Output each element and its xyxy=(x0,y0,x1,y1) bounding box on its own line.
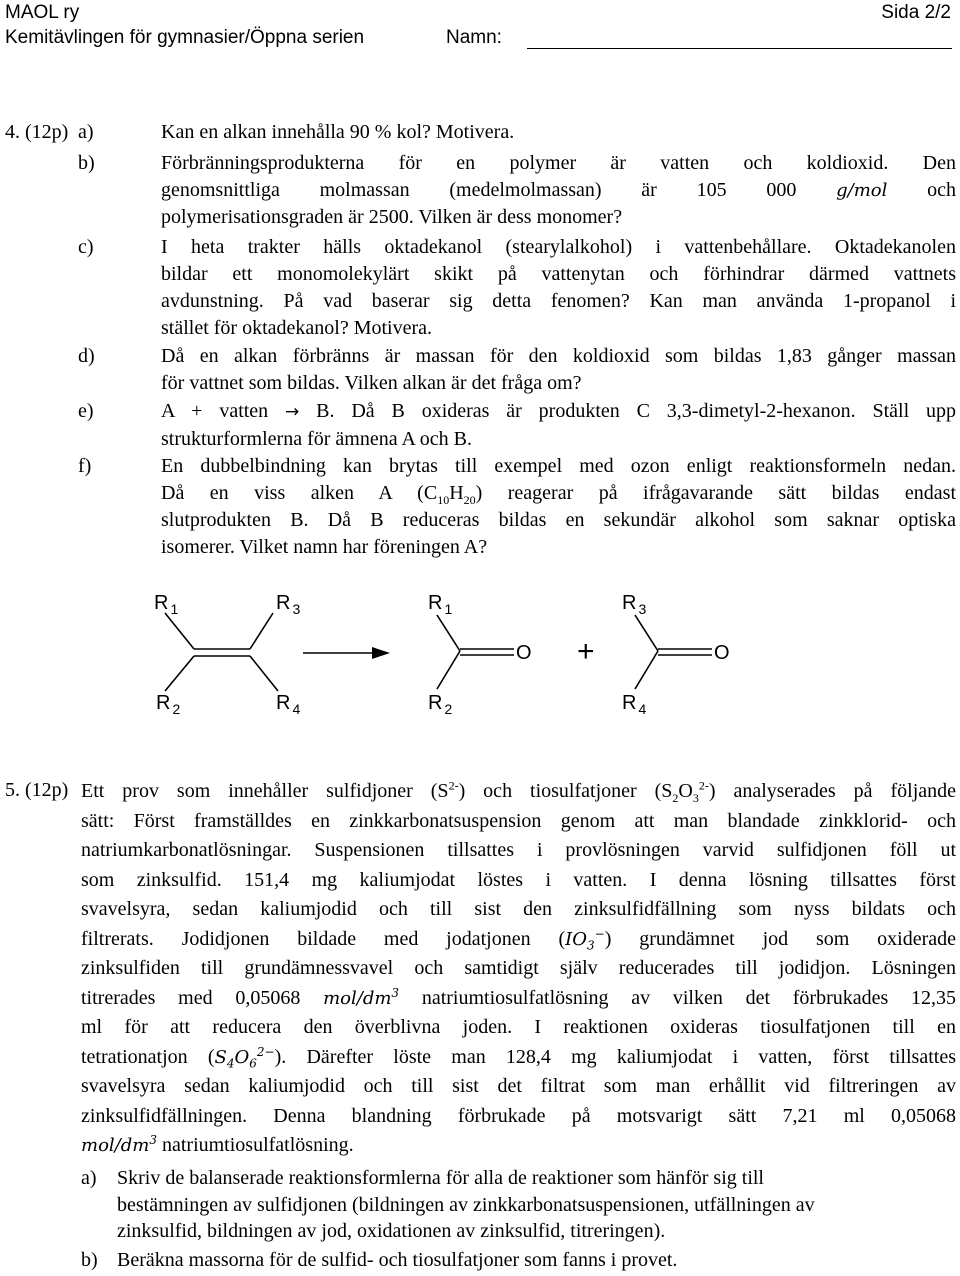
q5-task-a: Skriv de balanserade reaktionsformlerna för alla de reaktioner som hänför sig till bestämningen av sulfidjonen (bildningen av zinkkarbonatsuspensionen, utfällningen av zinksulfid, bildningen av jod, oxidationen av zinksulfid, titreringen). xyxy=(117,1167,815,1242)
q5-label-a: a) xyxy=(81,1167,97,1189)
q4-label-d: d) xyxy=(78,345,95,367)
bond-c1-r1 xyxy=(437,615,460,651)
q4-text-f: En dubbelbindning kan brytas till exempel med ozon enligt reaktionsformeln nedan. Då en viss alken A $(C_{10}H_{20})$ reagerar på ifrågavarande sätt bildas endast slutprodukten B. Då B reduceras bildas en sekundär alkohol som saknar optiska isomerer. Vilket namn har föreningen A? xyxy=(161,455,956,558)
svg-text:R1: R $_1$ xyxy=(154,592,179,617)
reaction-arrow-icon: → xyxy=(285,402,300,422)
bond-c1-r2 xyxy=(437,651,460,689)
svg-text:R3: R $_3$ xyxy=(276,592,301,617)
q4-text-d: Då en alkan förbränns är massan för den koldioxid som bildas 1,83 gånger massan för vattnet som bildas. Vilken alkan är det fråga om? xyxy=(161,345,956,394)
q5-task-b: Beräkna massorna för de sulfid- och tiosulfatjoner som fanns i provet. xyxy=(117,1249,678,1271)
ozonolysis-reaction-scheme xyxy=(150,585,770,725)
label-c1-r2: R xyxy=(428,692,443,714)
unit-mol-per-dm3: mol/$dm^3$ xyxy=(323,985,400,1009)
bond-c2-r3 xyxy=(635,615,658,651)
svg-text:R2: R $_2$ xyxy=(156,692,181,717)
q4-label-e: e) xyxy=(78,400,94,422)
bond-r1 xyxy=(165,613,194,649)
label-r2: R xyxy=(156,692,171,714)
bond-c2-r4 xyxy=(635,651,658,689)
plus-sign: + xyxy=(577,635,595,668)
name-underline xyxy=(527,48,952,49)
q4-text-b: Förbränningsprodukterna för en polymer är vatten och koldioxid. Den genomsnittliga molmassan (medelmolmassan) är 105 000 g/mol och polymerisationsgraden är 2500. Vilken är dess monomer? xyxy=(161,152,957,228)
unit-g-per-mol: g/mol xyxy=(836,180,888,201)
reaction-arrowhead xyxy=(372,647,390,659)
bond-r3 xyxy=(250,613,273,649)
header-series: Kemitävlingen för gymnasier/Öppna serien xyxy=(5,27,365,48)
q5-body: Ett prov som innehåller sulfidjoner $(S^{2-})$ och tiosulfatjoner $(S_2O_3^{2-})$ analyserades på följande sätt: Först framställdes en zinkkarbonatsuspension genom att man blandade zinkklorid- och natriumkarbonatlösningar. Suspensionen tillsattes i provlösningen varvid sulfidjonen föll ut som zinksulfid. 151,4 mg kaliumjodat löstes i vatten. I denna lösning tillsattes först svavelsyra, sedan kaliumjodid och till sist den zinksulfidfällning som nyss bildats och filtrerats. Jodidjonen bildade med jodatjonen $(IO_3^-)$ grundämnet jod som oxiderade zinksulfiden till grundämnessvavel och samtidigt själv reducerades till jodidjon. Lösningen titrerades med 0,05068 mol/$dm^3$ natriumtiosulfatlösning av vilken det förbrukades 12,35 ml för att reducera den överblivna joden. I reaktionen oxideras tiosulfatjonen till en tetrationatjon $(S_4O_6^{2-})$. Därefter löste man 128,4 mg kaliumjodat i vatten, först tillsattes svavelsyra sedan kaliumjodid och till sist det filtrat som man erhållit vid filtreringen av zinksulfidfällningen. Denna blandning förbrukade på motsvarigt sätt 7,21 ml 0,05068 mol/$dm^3$ natriumtiosulfatlösning. xyxy=(81,778,957,1156)
q4-text-e: A + vatten → B. Då B oxideras är produkten C 3,3-dimetyl-2-hexanon. Ställ upp strukturformlerna för ämnena A och B. xyxy=(161,400,957,450)
q4-label-f: f) xyxy=(78,455,92,477)
unit-mol-per-dm3-2: mol/$dm^3$ xyxy=(81,1133,157,1156)
q5-label-b: b) xyxy=(81,1249,98,1271)
svg-text:R3: R $_3$ xyxy=(622,592,647,617)
label-c2-r3: R xyxy=(622,592,637,614)
label-c1-r1: R xyxy=(428,592,443,614)
oxygen-2: O xyxy=(714,642,730,664)
iodate-formula: $IO_3^-$ xyxy=(565,926,605,953)
header-org: MAOL ry xyxy=(5,2,80,23)
svg-text:R2: R $_2$ xyxy=(428,692,453,717)
header-page: Sida 2/2 xyxy=(881,2,951,23)
q4-label-b: b) xyxy=(78,152,95,174)
label-r1: R xyxy=(154,592,169,614)
tetrathionate-formula: $S_4O_6^{2-}$ xyxy=(214,1044,275,1071)
question-5-number: 5. (12p) xyxy=(5,779,69,801)
svg-text:R1: R $_1$ xyxy=(428,592,453,617)
oxygen-1: O xyxy=(516,642,532,664)
q4-label-a: a) xyxy=(78,121,94,143)
q4-label-c: c) xyxy=(78,236,94,258)
bond-r2 xyxy=(165,656,194,691)
svg-text:R4: R $_4$ xyxy=(622,692,647,717)
header-name-label: Namn: xyxy=(446,27,502,48)
bond-r4 xyxy=(250,656,278,691)
question-4-number: 4. (12p) xyxy=(5,121,69,143)
label-c2-r4: R xyxy=(622,692,637,714)
q4-text-a: Kan en alkan innehålla 90 % kol? Motivera. xyxy=(161,121,515,143)
label-r3: R xyxy=(276,592,291,614)
svg-text:R4: R $_4$ xyxy=(276,692,301,717)
q4-text-c: I heta trakter hälls oktadekanol (stearylalkohol) i vattenbehållare. Oktadekanolen bildar ett monomolekylärt skikt på vattenytan och förhindrar därmed vattnets avdunstning. På vad baserar sig detta fenomen? Kan man använda 1-propanol i stället för oktadekanol? Motivera. xyxy=(161,236,956,339)
label-r4: R xyxy=(276,692,291,714)
